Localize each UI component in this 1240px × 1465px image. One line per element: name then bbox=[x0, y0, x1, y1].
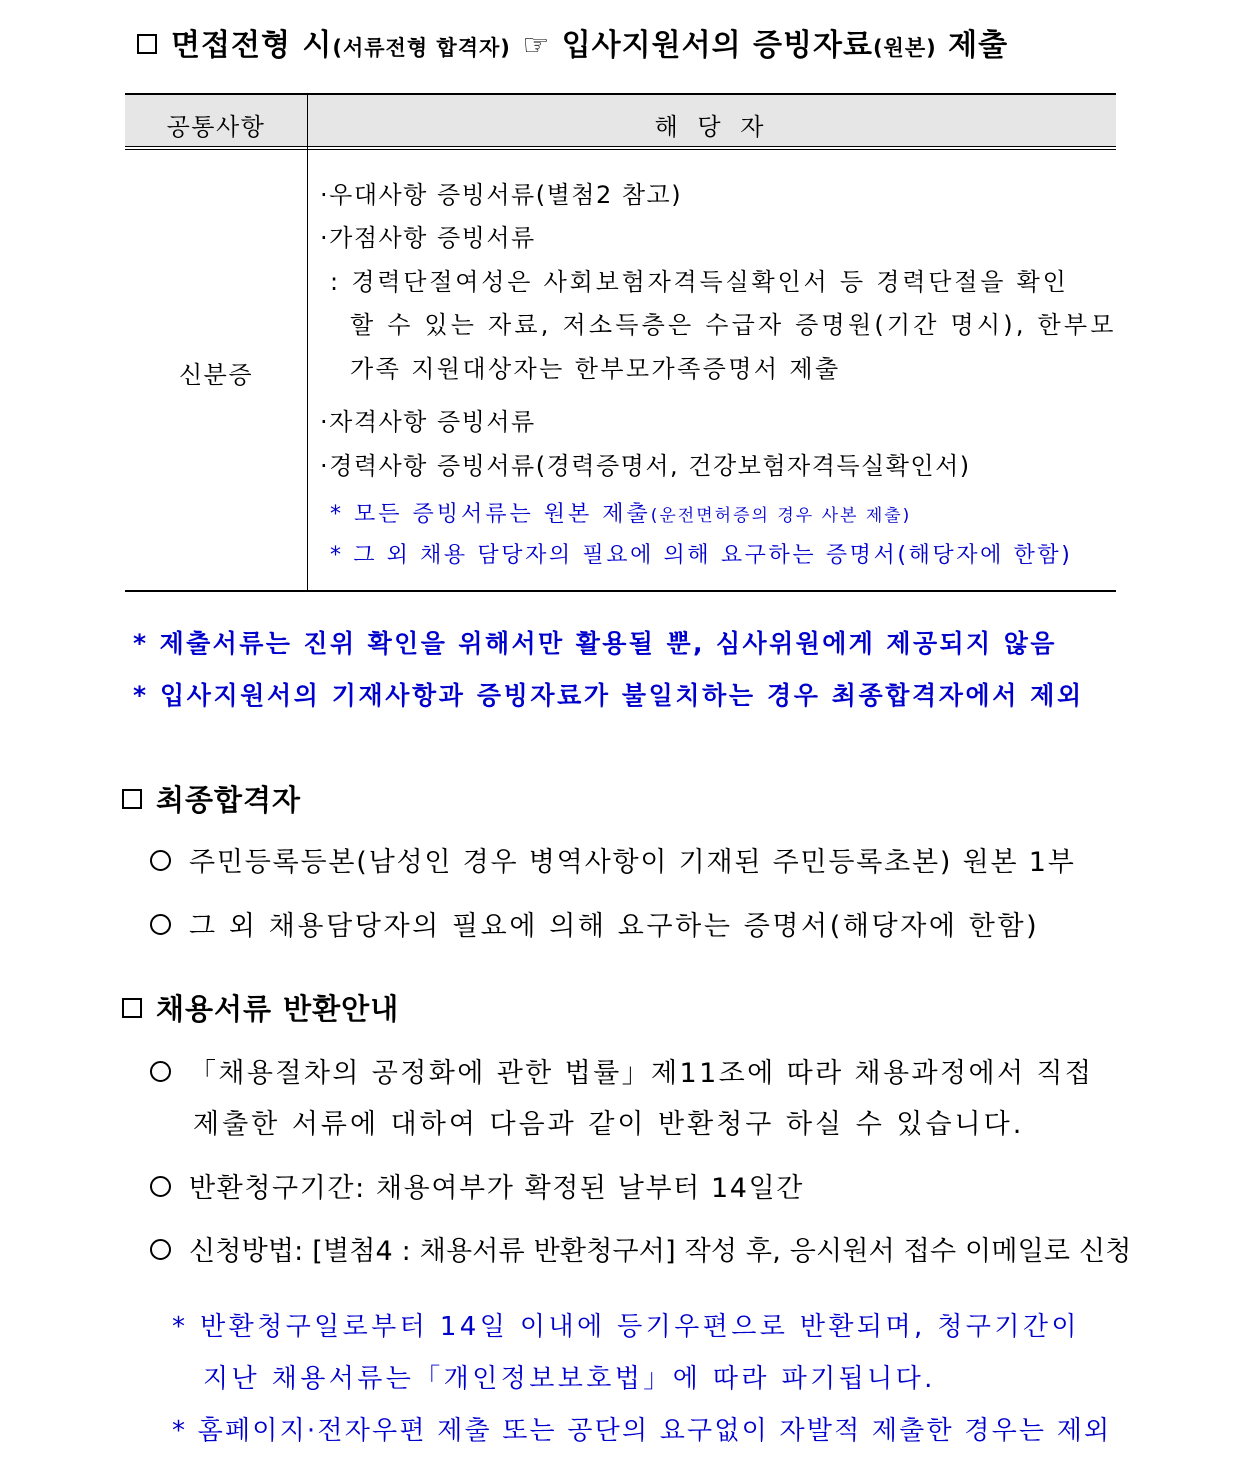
circle-bullet-icon bbox=[150, 1239, 171, 1260]
return-note: * 반환청구일로부터 14일 이내에 등기우편으로 반환되며, 청구기간이 bbox=[172, 1312, 1080, 1342]
circle-bullet-icon bbox=[150, 914, 171, 935]
header-part5: 제출 bbox=[948, 28, 1009, 63]
header-part1: 면접전형 시 bbox=[171, 28, 333, 63]
table-line: ·경력사항 증빙서류(경력증명서, 건강보험자격득실확인서) bbox=[320, 452, 971, 480]
column-header-target: 해 당 자 bbox=[654, 113, 770, 141]
circle-bullet-icon bbox=[150, 1061, 171, 1082]
table-line: 할 수 있는 자료, 저소득층은 수급자 증명원(기간 명시), 한부모 bbox=[350, 311, 1117, 339]
notice-line: * 제출서류는 진위 확인을 위해서만 활용될 뿐, 심사위원에게 제공되지 않음 bbox=[133, 629, 1057, 658]
table-line: ·가점사항 증빙서류 bbox=[320, 224, 536, 252]
checkbox-square-icon bbox=[122, 998, 142, 1018]
header-part2: (서류전형 합격자) bbox=[332, 36, 511, 60]
section-title-final: 최종합격자 bbox=[122, 778, 301, 819]
header-part4: (원본) bbox=[872, 36, 937, 60]
list-item: 「채용절차의 공정화에 관한 법률」제11조에 따라 채용과정에서 직접 bbox=[150, 1051, 1093, 1090]
table-line: ·우대사항 증빙서류(별첨2 참고) bbox=[320, 181, 683, 209]
row-label-id-card: 신분증 bbox=[178, 361, 254, 389]
return-note-continuation: 지난 채용서류는「개인정보보호법」에 따라 파기됩니다. bbox=[203, 1364, 936, 1394]
table-line: ·자격사항 증빙서류 bbox=[320, 408, 536, 436]
notice-line: * 입사지원서의 기재사항과 증빙자료가 불일치하는 경우 최종합격자에서 제외 bbox=[133, 681, 1084, 710]
list-item: 신청방법: [별첨4 : 채용서류 반환청구서] 작성 후, 응시원서 접수 이메일로 신청 bbox=[150, 1229, 1132, 1268]
section-title-return: 채용서류 반환안내 bbox=[122, 987, 399, 1028]
table-note-other: * 그 외 채용 담당자의 필요에 의해 요구하는 증명서(해당자에 한함) bbox=[330, 543, 1073, 568]
list-item: 주민등록등본(남성인 경우 병역사항이 기재된 주민등록초본) 원본 1부 bbox=[150, 840, 1076, 879]
table-line: 가족 지원대상자는 한부모가족증명서 제출 bbox=[350, 355, 841, 383]
table-line: : 경력단절여성은 사회보험자격득실확인서 등 경력단절을 확인 bbox=[330, 268, 1069, 296]
page-header bbox=[137, 20, 1008, 64]
column-header-common: 공통사항 bbox=[166, 113, 266, 141]
checkbox-square-icon bbox=[137, 34, 157, 54]
checkbox-square-icon bbox=[122, 789, 142, 809]
list-item: 그 외 채용담당자의 필요에 의해 요구하는 증명서(해당자에 한함) bbox=[150, 904, 1039, 943]
circle-bullet-icon bbox=[150, 850, 171, 871]
header-part3: 입사지원서의 증빙자료 bbox=[561, 28, 873, 63]
list-item: 반환청구기간: 채용여부가 확정된 날부터 14일간 bbox=[150, 1166, 804, 1205]
return-note: * 홈페이지·전자우편 제출 또는 공단의 요구없이 자발적 제출한 경우는 제외 bbox=[172, 1416, 1112, 1446]
list-item-continuation: 제출한 서류에 대하여 다음과 같이 반환청구 하실 수 있습니다. bbox=[193, 1109, 1025, 1140]
circle-bullet-icon bbox=[150, 1176, 171, 1197]
table-note-original: * 모든 증빙서류는 원본 제출(운전면허증의 경우 사본 제출) bbox=[330, 502, 912, 527]
pointing-hand-icon: ☞ bbox=[522, 28, 551, 63]
